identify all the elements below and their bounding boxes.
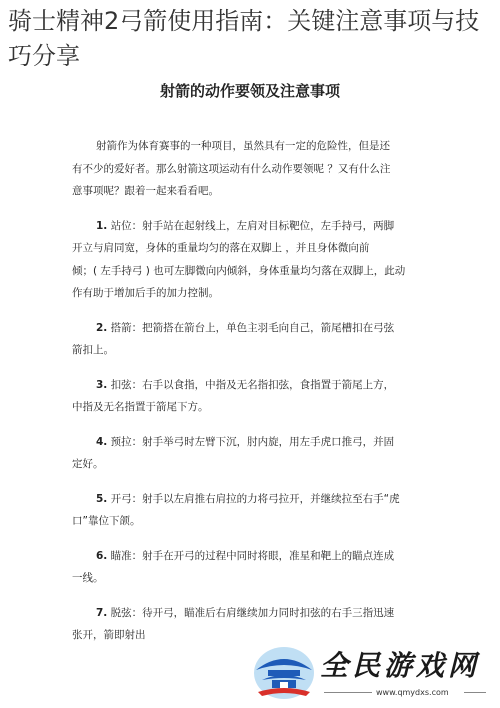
intro-line: 射箭作为体育赛事的一种项目，虽然具有一定的危险性，但是还: [96, 140, 390, 152]
step-line: 开立与肩同宽，身体的重量均匀的落在双脚上 ，并且身体微向前: [72, 242, 370, 254]
step-line: 中指及无名指置于箭尾下方。: [72, 401, 209, 413]
step-line: 倾；( 左手持弓 ) 也可左脚微向内倾斜，身体重量均匀落在双脚上，此动: [72, 264, 406, 277]
step-2: [72, 317, 417, 362]
step-number: 1.: [96, 219, 108, 232]
document-body: [72, 135, 417, 647]
site-url: www.qmydxs.com: [376, 688, 449, 697]
intro-paragraph: [72, 135, 417, 203]
step-line: 脱弦：待开弓，瞄准后右肩继续加力同时扣弦的右手三指迅速: [110, 606, 395, 619]
step-6: [72, 545, 417, 590]
step-line: 瞄准：射手在开弓的过程中同时将眼，准星和靶上的瞄点连成: [110, 549, 395, 562]
document-title: 射箭的动作要领及注意事项: [159, 82, 340, 100]
step-line: 站位：射手站在起射线上，左肩对目标靶位，左手持弓，两脚: [110, 219, 395, 232]
step-5: [72, 488, 417, 533]
step-line: 作有助于增加后手的加力控制。: [72, 287, 219, 299]
step-line: 定好。: [72, 458, 104, 470]
pagoda-logo-icon: [250, 640, 318, 702]
step-number: 3.: [96, 378, 108, 391]
step-line: 预拉：射手举弓时左臂下沉，肘内旋，用左手虎口推弓，并固: [110, 435, 395, 448]
site-watermark: [250, 640, 490, 702]
step-line: 一线。: [72, 572, 104, 584]
divider: [464, 692, 486, 693]
step-line: 搭箭：把箭搭在箭台上，单色主羽毛向自己，箭尾槽扣在弓弦: [110, 321, 395, 334]
step-number: 4.: [96, 435, 108, 448]
site-name: 全民游戏网: [320, 649, 481, 682]
step-3: [72, 374, 417, 419]
step-line: 箭扣上。: [72, 344, 114, 356]
intro-line: 意事项呢？跟着一起来看看吧。: [72, 185, 219, 197]
page-title: 骑士精神2弓箭使用指南：关键注意事项与技巧分享: [8, 7, 480, 70]
step-line: 张开，箭即射出: [72, 629, 146, 641]
step-4: [72, 431, 417, 476]
step-number: 5.: [96, 492, 108, 505]
step-number: 7.: [96, 606, 108, 619]
step-number: 2.: [96, 321, 108, 334]
step-line: 口”靠位下颌。: [72, 515, 141, 527]
step-number: 6.: [96, 549, 108, 562]
intro-line: 有不少的爱好者。那么射箭这项运动有什么动作要领呢 ？又有什么注: [72, 162, 391, 175]
step-line: 开弓：射手以左肩推右肩拉的力将弓拉开，并继续拉至右手“虎: [110, 492, 400, 505]
step-1: [72, 215, 417, 305]
step-line: 扣弦：右手以食指，中指及无名指扣弦，食指置于箭尾上方，: [110, 378, 395, 391]
divider: [324, 692, 372, 693]
